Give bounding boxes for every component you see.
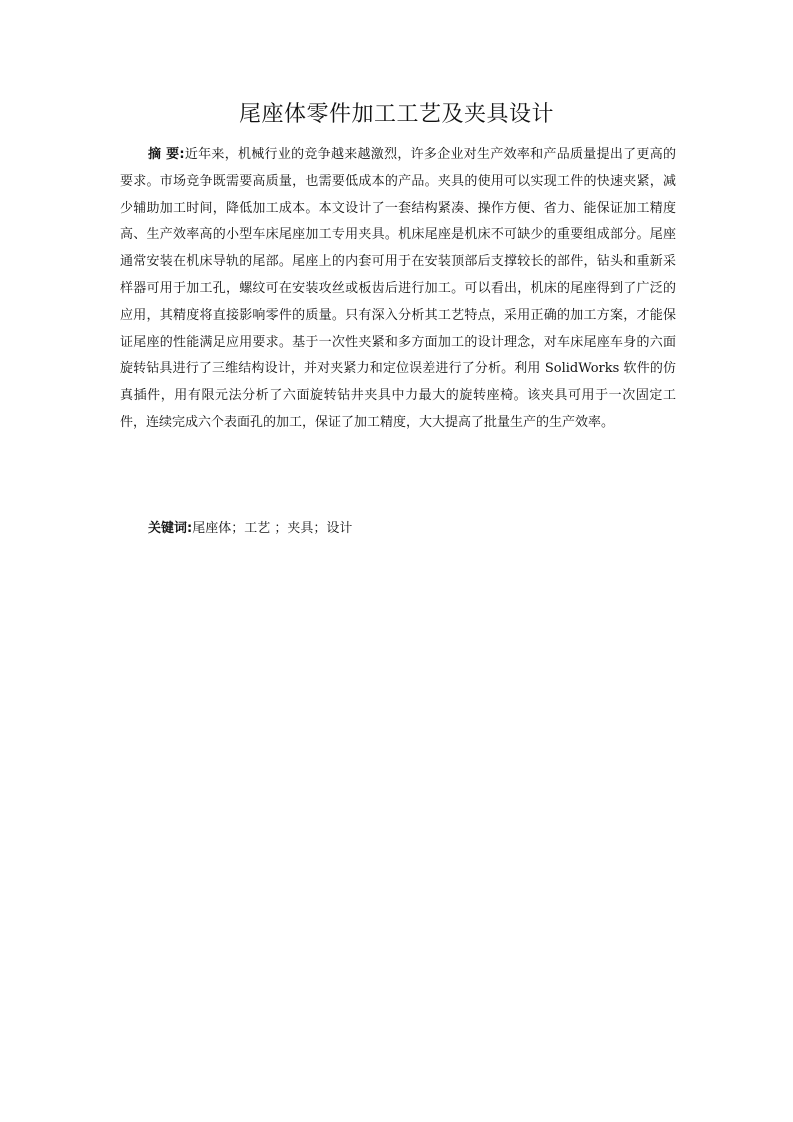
keywords-text: 尾座体；工艺 ；夹具；设计 [192,521,353,536]
abstract-label: 摘 要: [148,147,185,162]
keywords-line [148,516,352,542]
paper-title: 尾座体零件加工工艺及夹具设计 [238,102,554,127]
abstract-text: 近年来，机械行业的竞争越来越激烈，许多企业对生产效率和产品质量提出了更高的要求。市场竞争既需要高质量，也需要低成本的产品。夹具的使用可以实现工件的快速夹紧，减少辅助加工时间，降低加工成本。本文设计了一套结构紧凑、操作方便、省力、能保证加工精度高、生产效率高的小型车床尾座加工专用夹具。机床尾座是机床不可缺少的重要组成部分。尾座通常安装在机床导轨的尾部。尾座上的内套可用于在安装顶部后支撑较长的部件，钻头和重新采样器可用于加工孔，螺纹可在安装攻丝或板齿后进行加工。可以看出，机床的尾座得到了广泛的应用，其精度将直接影响零件的质量。只有深入分析其工艺特点，采用正确的加工方案，才能保证尾座的性能满足应用要求。基于一次性夹紧和多方面加工的设计理念，对车床尾座车身的六面旋转钻具进行了三维结构设计，并对夹紧力和定位误差进行了分析。利用 SolidWorks 软件的仿真插件，用有限元法分析了六面旋转钻井夹具中力最大的旋转座椅。该夹具可用于一次固定工件，连续完成六个表面孔的加工，保证了加工精度，大大提高了批量生产的生产效率。 [120,147,676,430]
keywords-label: 关键词: [148,521,193,536]
abstract-paragraph [120,142,676,437]
